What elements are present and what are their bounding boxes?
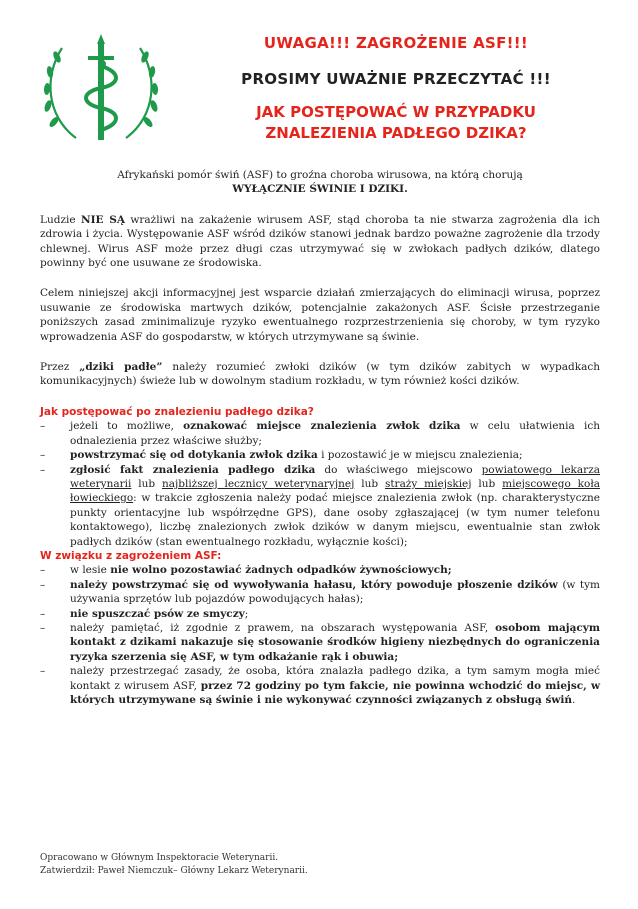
item-emphasis: nie spuszczać psów ze smyczy — [70, 607, 245, 620]
item-emphasis: należy powstrzymać się od wywoływania hałasu, który powoduje płoszenie dzików — [70, 578, 558, 591]
item-text: należy pamiętać, iż zgodnie z prawem, na obszarach występowania ASF, — [70, 621, 496, 634]
header — [176, 34, 616, 144]
list-dash: – — [40, 564, 46, 577]
veterinary-emblem-logo — [36, 26, 166, 156]
main-question-title — [176, 102, 616, 144]
list-dash: – — [40, 665, 46, 678]
list-item — [40, 563, 600, 577]
footer-prepared-by: Opracowano w Głównym Inspektoracie Weterynarii. — [40, 853, 279, 863]
item-text: lub — [131, 477, 162, 490]
item-text: w lesie — [70, 564, 111, 577]
section-2-list — [40, 563, 600, 707]
intro-text: Afrykański pomór świń (ASF) to groźna choroba wirusowa, na którą chorują — [117, 169, 523, 181]
p3-c: należy rozumieć zwłoki dzików (w tym dzików zabitych w wypadkach komunikacyjnych) świeże lub w dowolnym stadium rozkładu, w tym również kości dzików. — [40, 361, 601, 388]
item-text: jeżeli to możliwe, — [70, 420, 184, 433]
footer — [40, 852, 600, 878]
paragraph-3 — [40, 360, 600, 389]
item-emphasis: oznakować miejsce znalezienia zwłok dzika — [183, 420, 461, 433]
warning-title: UWAGA!!! ZAGROŻENIE ASF!!! — [263, 34, 529, 52]
item-text: : w trakcie zgłoszenia należy podać miejsce znalezienia zwłok (np. charakterystyczne punkty orientacyjne lub współrzędne GPS), dane osoby zgłaszającej (w tym numer telefonu kontaktowego), liczbę znalezionych zwłok dzików w danym miejscu, ewentualnie stan zwłok padłych dzików (stan ewentualnego rozkładu, wyłącznie kości); — [70, 492, 600, 548]
item-emphasis: osobom mającym kontakt z dzikami nakazuje się stosowanie środków higieny niezbędnych do ograniczenia ryzyka szerzenia się ASF, w tym odkażanie rąk i obuwia; — [70, 621, 600, 663]
list-dash: – — [40, 578, 46, 591]
intro-paragraph — [40, 168, 600, 197]
list-dash: – — [40, 420, 46, 433]
item-emphasis: zgłosić fakt znalezienia padłego dzika — [70, 463, 316, 476]
list-item — [40, 664, 600, 707]
list-dash: – — [40, 449, 46, 462]
item-emphasis: nie wolno pozostawiać żadnych odpadków żywnościowych; — [110, 564, 452, 577]
read-carefully-title: PROSIMY UWAŻNIE PRZECZYTAĆ !!! — [241, 70, 551, 88]
list-dash: – — [40, 607, 46, 620]
p3-b: „dziki padłe” — [79, 361, 163, 374]
list-item — [40, 621, 600, 664]
p1-c: wrażliwi na zakażenie wirusem ASF, stąd choroba ta nie stwarza zagrożenia dla ich zdrowia i życia. Występowanie ASF wśród dzików stanowi jednak bardzo poważne zagrożenie dla trzody chlewnej. Wirus ASF może przez długi czas utrzymywać się w zwłokach padłych dzików, dlatego powinny być one usuwane ze środowiska. — [40, 213, 600, 270]
list-dash: – — [40, 621, 46, 634]
underlined-text: straży miejskiej — [384, 477, 472, 490]
list-item — [40, 463, 600, 549]
paragraph-2: Celem niniejszej akcji informacyjnej jest wsparcie działań zmierzających do eliminacji wirusa, poprzez usuwanie ze środowiska martwych dzików, potencjalnie zakażonych ASF. Ścisłe przestrzeganie poniższych zasad zminimalizuje ryzyko ewentualnego rozprzestrzenienia się choroby, w tym ryzyko wprowadzenia ASF do gospodarstw, w których utrzymywane są świnie. — [40, 287, 600, 343]
item-text: w celu ułatwienia ich odnalezienia przez właściwe służby; — [70, 420, 600, 447]
item-text: (w tym używania sprzętów lub pojazdów powodujących hałas); — [70, 578, 600, 606]
underlined-text: najbliższej lecznicy weterynaryjnej — [161, 477, 355, 490]
item-text: należy przestrzegać zasady, że osoba, która znalazła padłego dzika, a tym samym mogła mieć kontakt z wirusem ASF, — [70, 665, 600, 692]
item-text: do właściwego miejscowo — [315, 463, 482, 476]
section-2-title: W związku z zagrożeniem ASF: — [40, 549, 222, 562]
item-text: i pozostawić je w miejscu znalezienia; — [317, 449, 523, 462]
list-item — [40, 419, 600, 448]
section-1-title: Jak postępować po znalezieniu padłego dzika? — [40, 405, 314, 418]
document-body — [40, 168, 600, 707]
underlined-text: miejscowego koła łowieckiego — [70, 477, 600, 505]
list-item — [40, 448, 600, 462]
list-dash: – — [40, 463, 46, 476]
p1-a: Ludzie — [40, 213, 81, 226]
underlined-text: powiatowego lekarza weterynarii — [70, 463, 600, 490]
item-emphasis: przez 72 godziny po tym fakcie, nie powinna wchodzić do miejsc, w których utrzymywane są świnie i nie wykonywać czynności związanych z obsługą świń — [70, 679, 600, 706]
item-text: . — [572, 694, 576, 706]
p1-b: NIE SĄ — [80, 213, 125, 226]
main-question-line-2: ZNALEZIENIA PADŁEGO DZIKA? — [265, 124, 527, 142]
list-item — [40, 578, 600, 607]
list-item — [40, 607, 600, 621]
item-text: lub — [471, 477, 503, 490]
section-1-list — [40, 419, 600, 549]
item-text: lub — [354, 477, 385, 490]
footer-approved-by: Zatwierdził: Paweł Niemczuk– Główny Lekarz Weterynarii. — [40, 866, 308, 876]
main-question-line-1: JAK POSTĘPOWAĆ W PRZYPADKU — [256, 103, 536, 121]
intro-emphasis: WYŁĄCZNIE ŚWINIE I DZIKI. — [232, 183, 408, 196]
p3-a: Przez — [40, 361, 80, 374]
item-text: ; — [244, 607, 249, 620]
item-emphasis: powstrzymać się od dotykania zwłok dzika — [70, 449, 318, 462]
paragraph-1 — [40, 213, 600, 271]
